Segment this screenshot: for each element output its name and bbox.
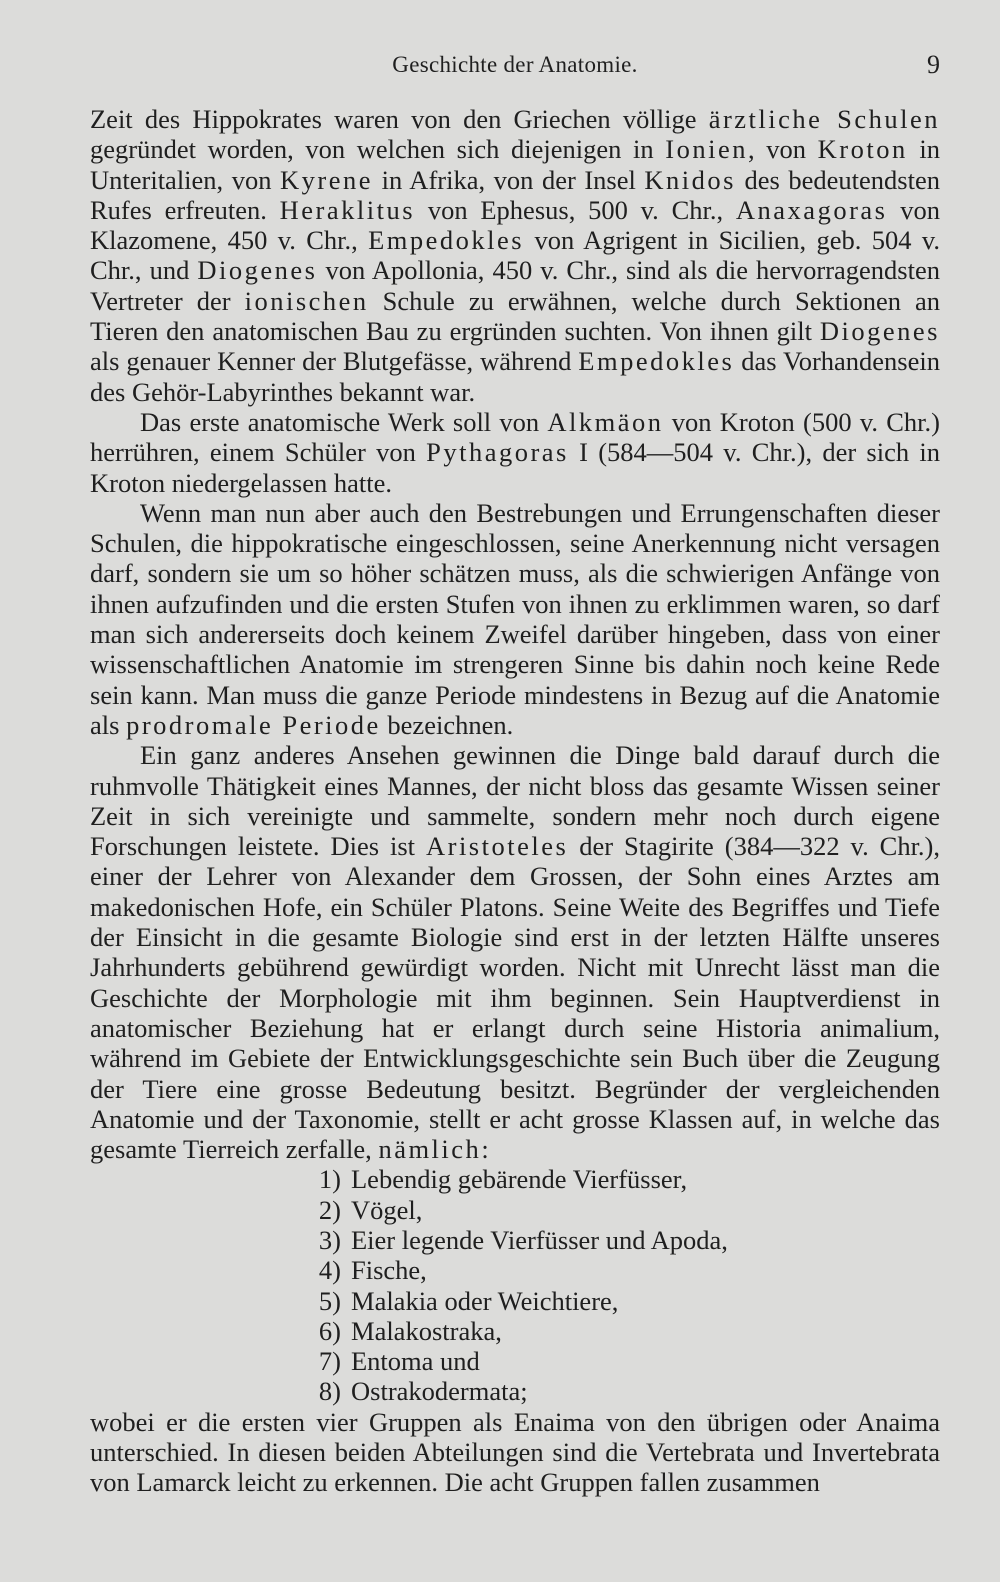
- spaced-term: ionischen: [244, 285, 369, 316]
- spaced-term: Knidos: [644, 164, 736, 195]
- text-run: in Afrika, von der Insel: [373, 164, 645, 195]
- page-header: [90, 52, 940, 86]
- list-text: Malakia oder Weichtiere,: [351, 1285, 619, 1316]
- list-number: 2): [318, 1194, 341, 1225]
- list-item: [303, 1255, 940, 1285]
- spaced-term: Diogenes: [819, 316, 940, 347]
- list-text: Fische,: [351, 1255, 427, 1286]
- text-run: von Ephesus, 500 v. Chr.,: [415, 194, 736, 225]
- text-run: Das erste anatomische Werk soll von: [140, 406, 548, 437]
- list-item: [303, 1316, 940, 1346]
- text-run: wobei er die ersten vier Gruppen als Enaima von den übrigen oder Anaima unterschied. In diesen beiden Abteilungen sind die Vertebrata und Invertebrata von Lamarck leicht zu erkennen. Die acht Gruppen fallen zusammen: [90, 1406, 940, 1498]
- spaced-term: Alkmäon: [547, 406, 664, 437]
- list-item: [303, 1195, 940, 1225]
- list-item: [303, 1164, 940, 1194]
- text-run: in Unteritalien, von: [90, 134, 940, 195]
- list-text: Malakostraka,: [351, 1315, 502, 1346]
- spaced-term: Empedokles: [368, 225, 525, 256]
- text-run: Schule zu erwähnen, welche durch Sektionen an Tieren den anatomischen Bau zu ergründen suchten. Von ihnen gilt: [90, 285, 940, 347]
- list-number: 3): [318, 1224, 341, 1255]
- running-title: Geschichte der Anatomie.: [392, 52, 638, 77]
- list-item: [303, 1225, 940, 1255]
- spaced-term: Ionien: [665, 134, 748, 165]
- paragraph-enaima-anaima: [90, 1407, 940, 1498]
- spaced-term: Pythagoras: [426, 437, 569, 468]
- list-item: [303, 1376, 940, 1406]
- text-run: von Kroton (500 v. Chr.) herrühren, einem Schüler von: [90, 406, 940, 468]
- text-run: gegründet worden, von welchen sich diejenigen in: [90, 134, 666, 165]
- text-run: von Agrigent in Sicilien, geb. 504 v. Chr., und: [90, 225, 940, 286]
- text-run: von Klazomene, 450 v. Chr.,: [90, 194, 941, 256]
- text-run: der Stagirite (384—322 v. Chr.), einer der Lehrer von Alexander dem Grossen, der Sohn eines Arztes am makedonischen Hofe, ein Schüler Platons. Seine Weite des Begriffes und Tiefe der Einsicht in die gesamte Biologie sind erst in der letzten Hälfte unseres Jahrhunderts gebührend gewürdigt worden. Nicht mit Unrecht lässt man die Geschichte der Morphologie mit ihm beginnen. Sein Hauptverdienst in anatomischer Beziehung hat er erlangt durch seine Historia animalium, während im Gebiete der Entwicklungsgeschichte sein Buch über die Zeugung der Tiere eine grosse Bedeutung besitzt. Begründer der vergleichenden Anatomie und der Taxonomie, stellt er acht grosse Klassen auf, in welche das gesamte Tierreich zerfalle,: [90, 831, 941, 1165]
- paragraph-alkmaeon: [90, 407, 940, 498]
- text-run: , von: [747, 134, 818, 165]
- list-number: 4): [318, 1255, 341, 1286]
- text-run: Zeit des Hippokrates waren von den Griechen völlige: [90, 104, 709, 134]
- spaced-term: Kyrene: [280, 164, 374, 195]
- list-number: 8): [318, 1376, 341, 1407]
- text-run: I (584—504 v. Chr.), der sich in Kroton niedergelassen hatte.: [90, 437, 940, 498]
- spaced-term: Diogenes: [197, 255, 318, 286]
- text-run: bezeichnen.: [380, 709, 514, 740]
- spaced-term: ärztliche Schulen: [708, 104, 941, 134]
- paragraph-prodromal-period: [90, 498, 940, 740]
- list-text: Lebendig gebärende Vierfüsser,: [351, 1164, 688, 1195]
- text-run: des bedeutendsten Rufes erfreuten.: [90, 164, 940, 225]
- spaced-term: Kroton: [817, 134, 908, 165]
- text-run: als genauer Kenner der Blutgefässe, während: [90, 346, 579, 377]
- spaced-term: nämlich: [378, 1134, 482, 1165]
- spaced-term: Empedokles: [578, 346, 735, 377]
- text-run: Ein ganz anderes Ansehen gewinnen die Dinge bald darauf durch die ruhmvolle Thätigkeit eines Mannes, der nicht bloss das gesamte Wissen seiner Zeit in sich vereinigte und sammelte, sondern mehr noch durch eigene Forschungen leistete. Dies ist: [90, 740, 940, 862]
- list-text: Entoma und: [351, 1346, 480, 1377]
- text-run: das Vorhandensein des Gehör-Labyrinthes bekannt war.: [90, 346, 940, 407]
- spaced-term: Anaxagoras: [735, 194, 888, 225]
- paragraph-ionian-schools: [90, 104, 940, 407]
- list-number: 1): [318, 1164, 341, 1195]
- list-item: [303, 1286, 940, 1316]
- paragraph-aristoteles: [90, 740, 940, 1164]
- list-text: Ostrakodermata;: [351, 1376, 528, 1407]
- list-item: [303, 1346, 940, 1376]
- text-run: von Apollonia, 450 v. Chr., sind als die hervorragendsten Vertreter der: [90, 255, 940, 316]
- spaced-term: Aristoteles: [425, 831, 569, 862]
- list-text: Eier legende Vierfüsser und Apoda,: [351, 1224, 728, 1255]
- list-number: 7): [318, 1346, 341, 1377]
- spaced-term: prodromale Periode: [126, 709, 381, 740]
- spaced-term: Heraklitus: [279, 194, 416, 225]
- list-number: 6): [318, 1315, 341, 1346]
- page-number: 9: [927, 50, 940, 79]
- list-text: Vögel,: [351, 1194, 423, 1225]
- text-run: Wenn man nun aber auch den Bestrebungen und Errungenschaften dieser Schulen, die hippokratische eingeschlossen, seine Anerkennung nicht versagen darf, sondern sie um so höher schätzen muss, als die schwierigen Anfänge von ihnen aufzufinden und die ersten Stufen von ihnen zu erklimmen waren, so darf man sich andererseits doch keinem Zweifel darüber hingeben, dass von einer wissenschaftlichen Anatomie im strengeren Sinne bis dahin noch keine Rede sein kann. Man muss die ganze Periode mindestens in Bezug auf die Anatomie als: [90, 497, 940, 740]
- list-number: 5): [318, 1285, 341, 1316]
- text-run: :: [481, 1134, 489, 1165]
- animal-classes-list: [90, 1164, 940, 1406]
- page-body: [90, 104, 940, 1498]
